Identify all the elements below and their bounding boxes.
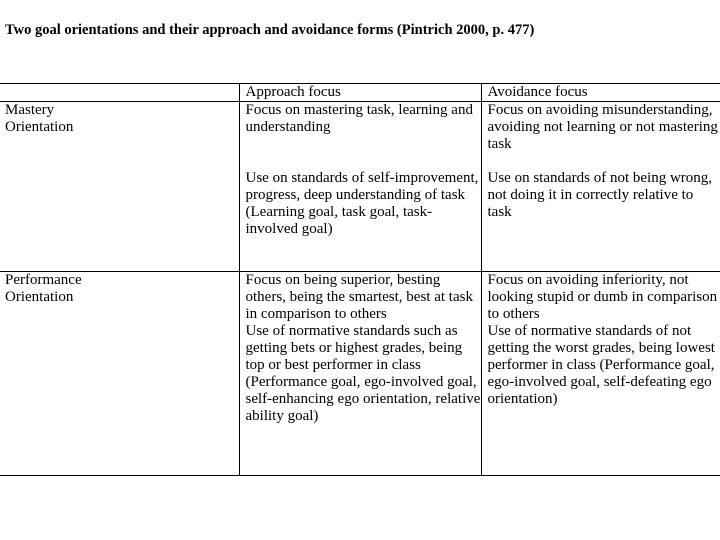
row-label-mastery <box>0 102 239 272</box>
mastery-approach-focus-text: Focus on mastering task, learning and understanding <box>245 102 473 135</box>
table-title: Two goal orientations and their approach and avoidance forms (Pintrich 2000, p. 477) <box>5 22 535 38</box>
header-approach-focus: Approach focus <box>239 84 481 102</box>
mastery-avoidance-cell <box>481 102 720 272</box>
performance-avoidance-focus-text: Focus on avoiding inferiority, not looking stupid or dumb in comparison to others <box>487 272 718 322</box>
row-label-line: Orientation <box>5 119 74 135</box>
row-label-line: Performance <box>5 272 82 288</box>
mastery-avoidance-standards-text: Use on standards of not being wrong, not doing it in correctly relative to task <box>487 170 713 220</box>
row-label-line: Orientation <box>5 289 74 305</box>
table-header-row <box>0 84 720 102</box>
goal-orientation-table <box>0 83 720 476</box>
mastery-approach-cell <box>239 102 481 272</box>
table-row-performance <box>0 272 720 476</box>
row-label-line: Mastery <box>5 102 55 118</box>
mastery-avoidance-focus-text: Focus on avoiding misunderstanding, avoiding not learning or not mastering task <box>487 102 718 152</box>
performance-avoidance-standards-text: Use of normative standards of not getting the worst grades, being lowest performer in class (Performance goal, ego-involved goal, self-defeating ego orientation) <box>487 323 715 407</box>
performance-avoidance-cell <box>481 272 720 476</box>
header-empty-cell <box>0 84 239 102</box>
row-label-performance <box>0 272 239 476</box>
table-row-mastery <box>0 102 720 272</box>
performance-approach-standards-text: Use of normative standards such as getting bets or highest grades, being top or best performer in class (Performance goal, ego-involved goal, self-enhancing ego orientation, relative ability goal) <box>245 323 481 424</box>
header-avoidance-focus: Avoidance focus <box>481 84 720 102</box>
performance-approach-cell <box>239 272 481 476</box>
mastery-approach-standards-text: Use on standards of self-improvement, progress, deep understanding of task (Learning goal, task goal, task-involved goal) <box>245 170 479 237</box>
performance-approach-focus-text: Focus on being superior, besting others, being the smartest, best at task in comparison to others <box>245 272 473 322</box>
